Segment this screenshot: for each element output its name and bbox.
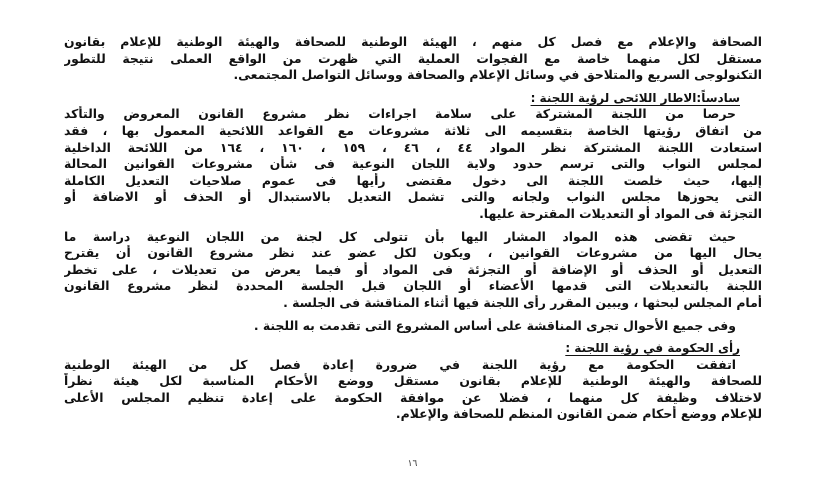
document-page: [64, 34, 762, 423]
text-line: التجزئة فى المواد أو التعديلات المقترحة عليها.: [479, 205, 762, 221]
text-line: أمام المجلس لبحثها ، ويبين المقرر رأى اللجنة فيها أثناء المناقشة فى الجلسة .: [283, 294, 762, 310]
text-line: التعديل أو الحذف أو الإضافة أو التجزئة فى المواد أو فيما يعرض من تعديلات ، على تخطر: [64, 261, 762, 277]
paragraph: [64, 318, 762, 335]
paragraph: [64, 229, 762, 312]
text-line: للصحافة والهيئة الوطنية للإعلام بقانون مستقل ووضع الأحكام المناسبة لكل هيئة نظراً: [64, 373, 762, 389]
text-line: للإعلام ووضع أحكام ضمن القانون المنظم للصحافة والإعلام.: [395, 406, 762, 422]
text-line: حرصا من اللجنة المشتركة على سلامة اجراءات نظر مشروع القانون المعروض والتأكد: [64, 106, 736, 122]
text-line: الصحافة والإعلام مع فصل كل منهم ، الهيئة الوطنية للصحافة والهيئة الوطنية للإعلام بقانون: [64, 34, 762, 49]
text-line: اللجنة بالتعديلات التى قدمها الأعضاء أو اللجان قبل الجلسة المحددة لنظر مشروع القانون: [64, 278, 762, 294]
text-line: إليها، حيث خلصت اللجنة الى دخول مقتضى رأيها فى عموم صلاحيات التعديل الكاملة: [64, 172, 762, 188]
text-line: يحال اليها من مشروعات القوانين ، ويكون لكل عضو عند نظر مشروع القانون أن يقترح: [64, 245, 762, 261]
paragraph: [64, 357, 762, 423]
text-line: حيث تقضى هذه المواد المشار اليها بأن تتولى كل لجنة من اللجان النوعية دراسة ما: [64, 228, 736, 244]
page-number: ١٦: [407, 459, 418, 469]
text-line: لاختلاف وظيفة كل منهما ، فضلا عن موافقة الحكومة على إعادة تنظيم المجلس الأعلى: [64, 389, 762, 405]
text-line: وفى جميع الأحوال تجرى المناقشة على أساس المشروع التى تقدمت به اللجنة .: [253, 317, 736, 333]
intro-paragraph: [64, 34, 762, 84]
section-heading: رأى الحكومة في رؤية اللجنة :: [565, 341, 740, 356]
text-line: مستقل لكل منهما خاصة مع الفجوات العملية التي ظهرت من الواقع العملى نتيجة للتطور: [64, 50, 762, 66]
text-line: استعادت اللجنة المشتركة نظر المواد ٤٤ ، ٤٦ ، ١٥٩ ، ١٦٠ ، ١٦٤ من اللائحة الداخلية: [64, 139, 762, 155]
text-line: لمجلس النواب والتى ترسم حدود ولاية اللجان النوعية فى شأن مشروعات القوانين المحالة: [64, 156, 762, 172]
text-line: التكنولوجى السريع والمتلاحق في وسائل الإعلام والصحافة ووسائل التواصل المجتمعى.: [233, 67, 762, 83]
text-line: التى يحوزها مجلس النواب ولجانه والتى تشمل التعديل بالاستبدال أو الحذف أو الاضافة أو: [64, 189, 762, 205]
text-line: من اتفاق رؤيتها الخاصة بتقسيمه الى ثلاثة مشروعات مع القواعد اللائحية المعمول بها ، فقد: [64, 122, 762, 138]
paragraph: [64, 106, 762, 222]
text-line: اتفقت الحكومة مع رؤية اللجنة في ضرورة إعادة فصل كل من الهيئة الوطنية: [64, 356, 736, 372]
section-heading: سادساً:الاطار اللائحى لرؤية اللجنة :: [530, 90, 740, 105]
